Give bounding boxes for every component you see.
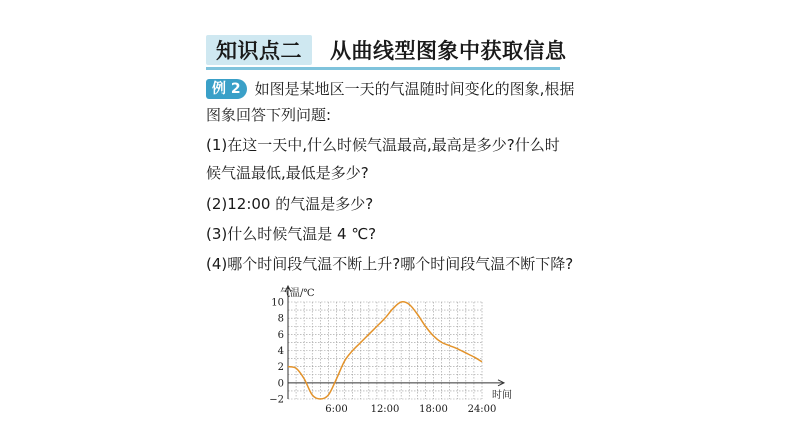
question-3: (3)什么时候气温是 4 ℃? (206, 225, 377, 243)
y-tick-label: −2 (269, 394, 284, 406)
example-first-line (206, 78, 626, 100)
y-tick-label: 8 (277, 313, 284, 325)
example-text-line-2: 图象回答下列问题: (206, 106, 332, 124)
x-axis-label: 时间 (492, 389, 512, 401)
y-tick-label: 2 (277, 362, 284, 374)
temperature-chart (258, 283, 528, 415)
example-text-line-1: 如图是某地区一天的气温随时间变化的图象,根据 (254, 80, 575, 98)
example-badge: 例 2 (206, 79, 247, 99)
y-axis-label: 气温/℃ (280, 288, 315, 299)
x-tick-label: 12:00 (370, 404, 400, 415)
question-1-line-2: 候气温最低,最低是多少? (206, 164, 369, 182)
section-badge: 知识点二 (206, 35, 312, 65)
x-tick-label: 24:00 (467, 404, 497, 415)
temperature-chart-svg (258, 283, 528, 415)
question-2: (2)12:00 的气温是多少? (206, 195, 374, 213)
heading-underline (206, 67, 560, 70)
y-tick-label: 4 (277, 346, 284, 357)
section-heading (206, 34, 567, 66)
x-tick-label: 6:00 (325, 404, 348, 415)
section-title: 从曲线型图象中获取信息 (330, 39, 567, 63)
y-tick-label: 6 (277, 329, 284, 341)
y-tick-label: 0 (277, 378, 284, 390)
x-tick-label: 18:00 (419, 404, 448, 415)
y-tick-label: 10 (271, 297, 284, 309)
question-1-line-1: (1)在这一天中,什么时候气温最高,最高是多少?什么时 (206, 136, 560, 154)
question-4: (4)哪个时间段气温不断上升?哪个时间段气温不断下降? (206, 255, 574, 273)
